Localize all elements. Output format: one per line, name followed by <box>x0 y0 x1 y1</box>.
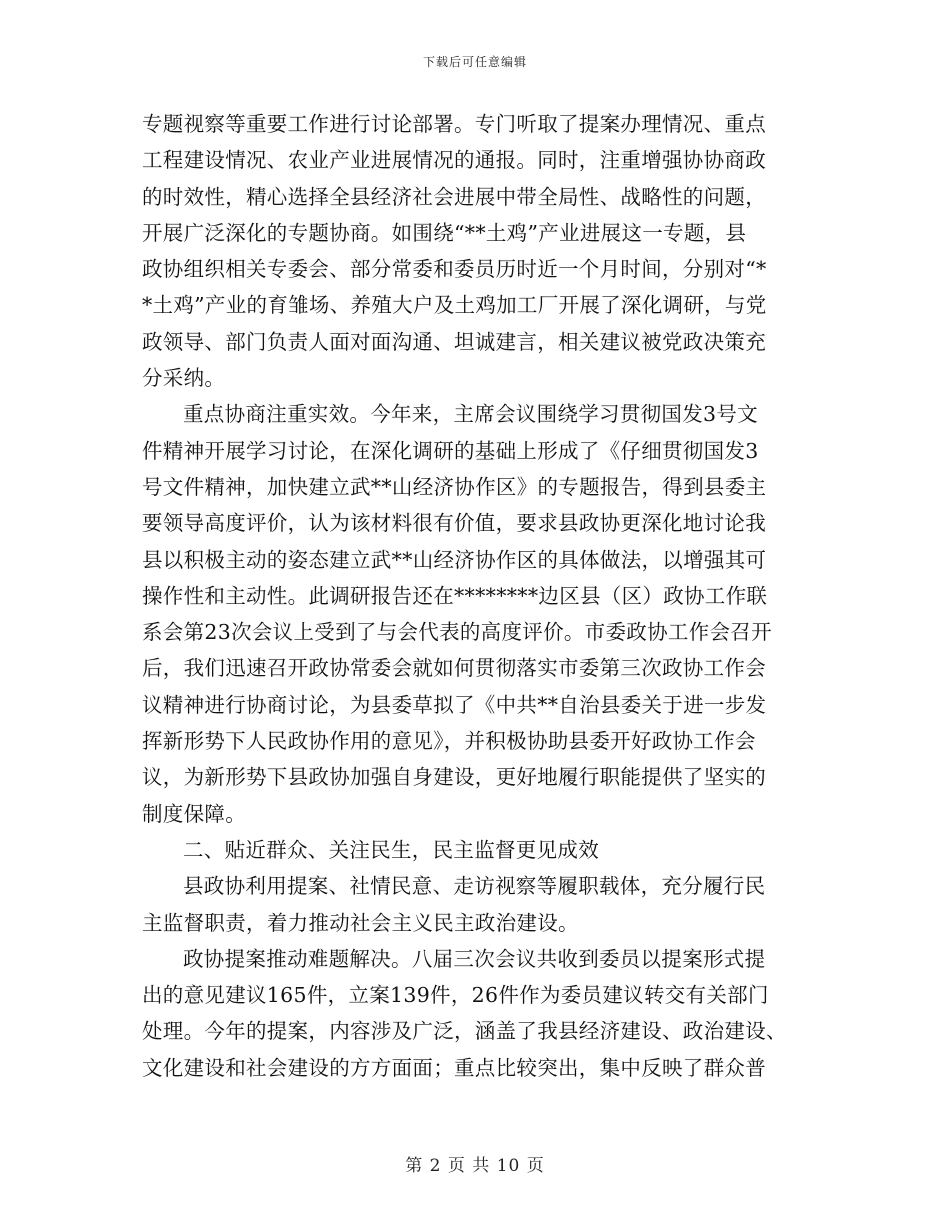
body-line: 处理。今年的提案，内容涉及广泛，涵盖了我县经济建设、政治建设、 <box>142 1019 787 1044</box>
body-line: 挥新形势下人民政协作用的意见》，并积极协助县委开好政协工作会 <box>142 729 756 754</box>
body-line: 件精神开展学习讨论，在深化调研的基础上形成了《仔细贯彻国发3 <box>142 438 759 463</box>
section-heading: 二、贴近群众、关注民生，民主监督更见成效 <box>183 837 599 862</box>
body-line: *土鸡”产业的育雏场、养殖大户及土鸡加工厂开展了深化调研，与党 <box>142 293 767 318</box>
body-line: 县以积极主动的姿态建立武**山经济协作区的具体做法，以增强其可 <box>142 547 767 572</box>
body-line: 议，为新形势下县政协加强自身建设，更好地履行职能提供了坚实的 <box>142 765 766 790</box>
body-line: 制度保障。 <box>142 801 246 826</box>
body-line: 工程建设情况、农业产业进展情况的通报。同时，注重增强协协商政 <box>142 148 766 173</box>
body-line: 出的意见建议165件，立案139件，26件作为委员建议转交有关部门 <box>142 983 769 1008</box>
body-line: 操作性和主动性。此调研报告还在********边区县（区）政协工作联 <box>142 583 768 608</box>
body-line: 后，我们迅速召开政协常委会就如何贯彻落实市委第三次政协工作会 <box>142 656 766 681</box>
body-line: 开展广泛深化的专题协商。如围绕“**土鸡”产业进展这一专题，县 <box>142 220 747 245</box>
body-line: 议精神进行协商讨论，为县委草拟了《中共**自治县委关于进一步发 <box>142 692 767 717</box>
body-line: 要领导高度评价，认为该材料很有价值，要求县政协更深化地讨论我 <box>142 511 766 536</box>
body-line: 重点协商注重实效。今年来，主席会议围绕学习贯彻国发3号文 <box>183 402 758 427</box>
page-number-footer: 第 2 页 共 10 页 <box>405 1156 545 1176</box>
body-line: 文化建设和社会建设的方方面面；重点比较突出，集中反映了群众普 <box>142 1055 766 1080</box>
body-line: 号文件精神，加快建立武**山经济协作区》的专题报告，得到县委主 <box>142 474 767 499</box>
body-line: 政协组织相关专委会、部分常委和委员历时近一个月时间，分别对“* <box>142 257 767 282</box>
body-line: 分采纳。 <box>142 366 226 391</box>
body-line: 政领导、部门负责人面对面沟通、坦诚建言，相关建议被党政决策充 <box>142 329 766 354</box>
body-line: 主监督职责，着力推动社会主义民主政治建设。 <box>142 910 579 935</box>
body-line: 县政协利用提案、社情民意、走访视察等履职载体，充分履行民 <box>183 874 766 899</box>
body-line: 系会第23次会议上受到了与会代表的高度评价。市委政协工作会召开 <box>142 620 772 645</box>
page-header: 下载后可任意编辑 <box>422 55 527 69</box>
body-line: 政协提案推动难题解决。八届三次会议共收到委员以提案形式提 <box>183 946 766 971</box>
body-line: 专题视察等重要工作进行讨论部署。专门听取了提案办理情况、重点 <box>142 112 766 136</box>
document-body <box>142 106 802 1086</box>
body-line: 的时效性，精心选择全县经济社会进展中带全局性、战略性的问题， <box>142 184 766 209</box>
